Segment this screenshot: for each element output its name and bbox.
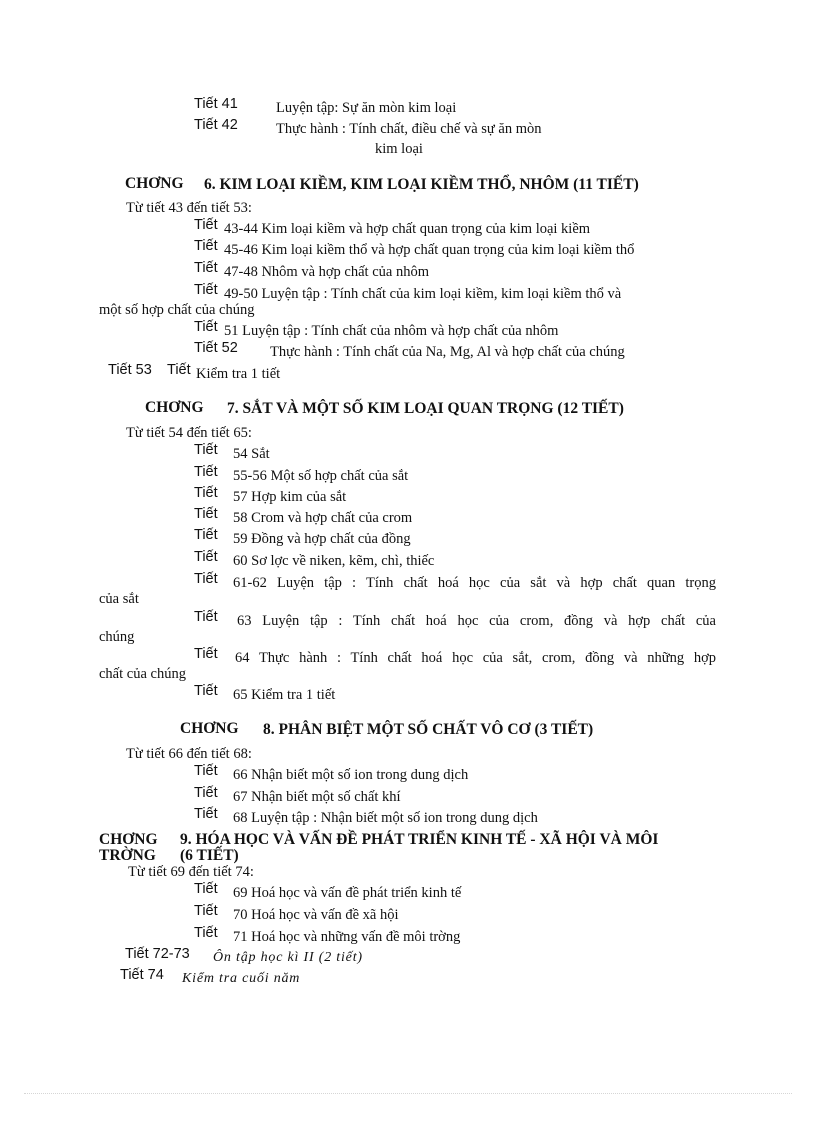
lesson-label: Tiết (194, 925, 218, 941)
lesson-label: Tiết (194, 464, 218, 480)
lesson-label: Tiết (194, 260, 218, 276)
chapter-title-continued: (6 TIẾT) (180, 847, 239, 864)
lesson-text: 71 Hoá học và những vấn đề môi trờng (233, 929, 461, 945)
lesson-text: 63 Luyện tập : Tính chất hoá học của crom, đồng và hợp chất của (237, 613, 716, 629)
lesson-text: 58 Crom và hợp chất của crom (233, 510, 413, 526)
lesson-label: Tiết 52 (194, 340, 238, 356)
chapter-word: CHƠNG (145, 399, 204, 416)
lesson-text-continued: kim loại (375, 141, 423, 157)
lesson-text: 64 Thực hành : Tính chất hoá học của sắt, crom, đồng và những hợp (235, 650, 716, 666)
lesson-text-continued: của sắt (99, 591, 139, 607)
lesson-text: 59 Đồng và hợp chất của đồng (233, 531, 411, 547)
lesson-label: Tiết (194, 238, 218, 254)
chapter-title: 8. PHÂN BIỆT MỘT SỐ CHẤT VÔ CƠ (3 TIẾT) (263, 721, 594, 738)
lesson-text: 70 Hoá học và vấn đề xã hội (233, 907, 399, 923)
lesson-label: Tiết (194, 319, 218, 335)
lesson-text: 43-44 Kim loại kiềm và hợp chất quan trọng của kim loại kiềm (224, 221, 591, 237)
lesson-label: Tiết (194, 609, 218, 625)
lesson-label: Tiết (194, 903, 218, 919)
lesson-label: Tiết (194, 806, 218, 822)
lesson-label: Tiết 74 (120, 967, 164, 983)
chapter-range: Từ tiết 54 đến tiết 65: (126, 425, 252, 441)
lesson-label: Tiết (194, 442, 218, 458)
lesson-text: 51 Luyện tập : Tính chất của nhôm và hợp chất của nhôm (224, 323, 559, 339)
chapter-range: Từ tiết 66 đến tiết 68: (126, 746, 252, 762)
lesson-label: Tiết 41 (194, 96, 238, 112)
lesson-text: 54 Sắt (233, 446, 270, 462)
lesson-label: Tiết (194, 646, 218, 662)
lesson-text: 61-62 Luyện tập : Tính chất hoá học của sắt và hợp chất quan trọng (233, 575, 716, 591)
chapter-title: 9. HÓA HỌC VÀ VẤN ĐỀ PHÁT TRIỂN KINH TẾ - XÃ HỘI VÀ MÔI (180, 831, 659, 848)
lesson-text: 67 Nhận biết một số chất khí (233, 789, 401, 805)
lesson-label: Tiết 53 (108, 362, 152, 378)
lesson-text: 45-46 Kim loại kiềm thổ và hợp chất quan trọng của kim loại kiềm thổ (224, 242, 635, 258)
lesson-label: Tiết (194, 881, 218, 897)
lesson-label: Tiết (194, 571, 218, 587)
lesson-text-continued: chúng (99, 629, 135, 645)
lesson-label: Tiết (194, 549, 218, 565)
lesson-text: 65 Kiểm tra 1 tiết (233, 687, 336, 703)
lesson-text-continued: một số hợp chất của chúng (99, 302, 255, 318)
chapter-range: Từ tiết 43 đến tiết 53: (126, 200, 252, 216)
lesson-label: Tiết (194, 282, 218, 298)
lesson-text: 55-56 Một số hợp chất của sắt (233, 468, 409, 484)
lesson-label: Tiết (167, 362, 191, 378)
lesson-label: Tiết 42 (194, 117, 238, 133)
lesson-text: Thực hành : Tính chất, điều chế và sự ăn mòn (276, 121, 542, 137)
chapter-word: CHƠNG (99, 831, 158, 848)
footer-divider (24, 1093, 792, 1094)
lesson-text-continued: chất của chúng (99, 666, 186, 682)
lesson-text: 69 Hoá học và vấn đề phát triển kinh tế (233, 885, 462, 901)
lesson-text: Kiểm tra cuối năm (182, 971, 301, 986)
lesson-text: 66 Nhận biết một số ion trong dung dịch (233, 767, 469, 783)
lesson-text: 47-48 Nhôm và hợp chất của nhôm (224, 264, 429, 280)
chapter-title: 6. KIM LOẠI KIỀM, KIM LOẠI KIỀM THỔ, NHÔM (11 TIẾT) (204, 176, 639, 193)
lesson-text: Kiểm tra 1 tiết (196, 366, 281, 382)
lesson-text: 57 Hợp kim của sắt (233, 489, 347, 505)
lesson-text: Thực hành : Tính chất của Na, Mg, Al và hợp chất của chúng (270, 344, 625, 360)
lesson-text: 68 Luyện tập : Nhận biết một số ion trong dung dịch (233, 810, 538, 826)
lesson-text: Luyện tập: Sự ăn mòn kim loại (276, 100, 457, 116)
lesson-text: 49-50 Luyện tập : Tính chất của kim loại kiềm, kim loại kiềm thổ và (224, 286, 622, 302)
chapter-range: Từ tiết 69 đến tiết 74: (128, 864, 254, 880)
lesson-label: Tiết (194, 485, 218, 501)
lesson-label: Tiết (194, 506, 218, 522)
chapter-title: 7. SẮT VÀ MỘT SỐ KIM LOẠI QUAN TRỌNG (12 TIẾT) (227, 400, 624, 417)
chapter-word: CHƠNG (125, 175, 184, 192)
lesson-label: Tiết 72-73 (125, 946, 190, 962)
lesson-label: Tiết (194, 785, 218, 801)
lesson-label: Tiết (194, 763, 218, 779)
lesson-text: 60 Sơ lợc về niken, kẽm, chì, thiếc (233, 553, 435, 569)
lesson-label: Tiết (194, 683, 218, 699)
lesson-label: Tiết (194, 217, 218, 233)
lesson-label: Tiết (194, 527, 218, 543)
chapter-word: CHƠNG (180, 720, 239, 737)
chapter-title-continued: TRỜNG (99, 847, 156, 864)
lesson-text: Ôn tập học kì II (2 tiết) (213, 950, 363, 965)
